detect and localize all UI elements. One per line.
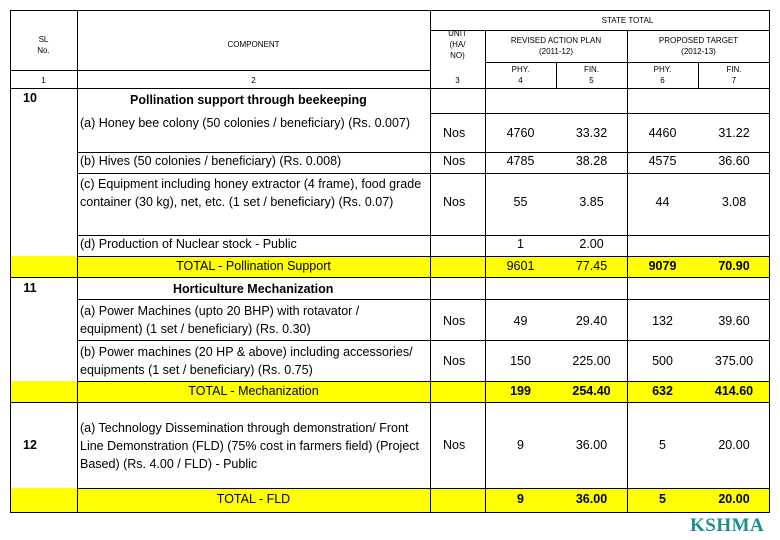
row-r-phy: 4785 bbox=[506, 154, 535, 168]
row-p-fin: 3.08 bbox=[721, 195, 747, 209]
total-r-phy: 9 bbox=[517, 492, 524, 506]
state-total-table bbox=[10, 10, 770, 512]
row-r-fin: 225.00 bbox=[572, 354, 611, 368]
phy-header: PHY. bbox=[653, 65, 672, 74]
row-r-phy: 4760 bbox=[506, 126, 535, 140]
component-header: COMPONENT bbox=[227, 40, 280, 49]
col-num: 5 bbox=[589, 76, 594, 85]
total-r-fin: 77.45 bbox=[575, 259, 608, 273]
row-r-fin: 3.85 bbox=[579, 195, 604, 209]
total-p-fin: 20.00 bbox=[718, 492, 750, 506]
col-num: 6 bbox=[660, 76, 665, 85]
row-component: (c) Equipment including honey extractor (4 frame), food grade container (30 kg), net, etc. (1 set / beneficiary) (Rs. 0.07) bbox=[80, 177, 422, 209]
revised-plan-header: REVISED ACTION PLAN (2011-12) bbox=[510, 36, 602, 56]
kshma-logo: KSHMA bbox=[690, 515, 765, 536]
row-p-fin: 20.00 bbox=[718, 438, 750, 452]
row-r-fin: 2.00 bbox=[579, 237, 604, 251]
row-unit: Nos bbox=[443, 126, 466, 140]
row-p-fin: 39.60 bbox=[718, 314, 750, 328]
state-total-header: STATE TOTAL bbox=[601, 16, 654, 25]
section-title: Pollination support through beekeeping bbox=[130, 93, 367, 107]
total-r-phy: 199 bbox=[510, 384, 531, 398]
row-r-fin: 36.00 bbox=[575, 438, 608, 452]
row-unit: Nos bbox=[443, 314, 466, 328]
row-p-phy: 500 bbox=[652, 354, 673, 368]
fin-header: FIN. bbox=[726, 65, 742, 74]
row-component: (b) Power machines (20 HP & above) including accessories/ equipments (1 set / beneficiary) (Rs. 0.75) bbox=[80, 345, 413, 377]
col-num: 4 bbox=[518, 76, 523, 85]
total-r-fin: 254.40 bbox=[572, 384, 611, 398]
col-num: 2 bbox=[251, 76, 256, 85]
total-label: TOTAL - Mechanization bbox=[188, 384, 319, 398]
section-title: Horticulture Mechanization bbox=[173, 282, 334, 296]
row-component: (a) Technology Dissemination through demonstration/ Front Line Demonstration (FLD) (75% cost in farmers field) (Project Based) (Rs. 4.00 / FLD) - Public bbox=[80, 421, 420, 471]
row-unit: Nos bbox=[443, 195, 466, 209]
row-p-fin: 36.60 bbox=[718, 154, 750, 168]
total-p-phy: 9079 bbox=[648, 259, 677, 273]
row-r-phy: 9 bbox=[517, 438, 524, 452]
section-sl: 12 bbox=[23, 438, 37, 452]
phy-header: PHY. bbox=[511, 65, 530, 74]
row-component: (a) Honey bee colony (50 colonies / beneficiary) (Rs. 0.007) bbox=[80, 116, 411, 130]
unit-header: UNIT (HA/ NO) bbox=[448, 29, 467, 60]
fin-header: FIN. bbox=[583, 65, 600, 74]
section-sl: 11 bbox=[23, 281, 37, 295]
total-p-phy: 632 bbox=[652, 384, 673, 398]
row-p-phy: 5 bbox=[659, 438, 666, 452]
row-component: (a) Power Machines (upto 20 BHP) with rotavator / equipment) (1 set / beneficiary) (Rs. 0.30) bbox=[80, 304, 360, 336]
total-label: TOTAL - Pollination Support bbox=[176, 259, 331, 273]
total-p-fin: 414.60 bbox=[714, 384, 754, 398]
section-sl: 10 bbox=[23, 91, 37, 105]
row-r-phy: 1 bbox=[517, 237, 524, 251]
row-unit: Nos bbox=[443, 354, 466, 368]
row-unit: Nos bbox=[443, 154, 466, 168]
row-r-phy: 150 bbox=[510, 354, 531, 368]
row-r-fin: 29.40 bbox=[575, 314, 608, 328]
row-r-phy: 49 bbox=[513, 314, 528, 328]
row-r-phy: 55 bbox=[513, 195, 528, 209]
row-r-fin: 33.32 bbox=[575, 126, 608, 140]
sl-no-header: SL No. bbox=[37, 35, 50, 55]
total-label: TOTAL - FLD bbox=[216, 492, 291, 506]
col-num: 7 bbox=[731, 76, 737, 85]
row-p-phy: 132 bbox=[652, 314, 673, 328]
row-component: (d) Production of Nuclear stock - Public bbox=[80, 237, 297, 251]
row-component: (b) Hives (50 colonies / beneficiary) (Rs. 0.008) bbox=[80, 154, 342, 168]
row-p-phy: 44 bbox=[655, 195, 670, 209]
total-p-fin: 70.90 bbox=[718, 259, 750, 273]
row-p-fin: 31.22 bbox=[718, 126, 750, 140]
row-unit: Nos bbox=[443, 438, 466, 452]
total-r-fin: 36.00 bbox=[575, 492, 608, 506]
col-num: 3 bbox=[455, 76, 460, 85]
row-r-fin: 38.28 bbox=[575, 154, 608, 168]
total-p-phy: 5 bbox=[659, 492, 666, 506]
row-p-phy: 4460 bbox=[648, 126, 677, 140]
total-r-phy: 9601 bbox=[506, 259, 535, 273]
row-p-fin: 375.00 bbox=[714, 354, 754, 368]
col-num: 1 bbox=[41, 76, 46, 85]
proposed-target-header: PROPOSED TARGET (2012-13) bbox=[658, 36, 739, 56]
row-p-phy: 4575 bbox=[648, 154, 677, 168]
